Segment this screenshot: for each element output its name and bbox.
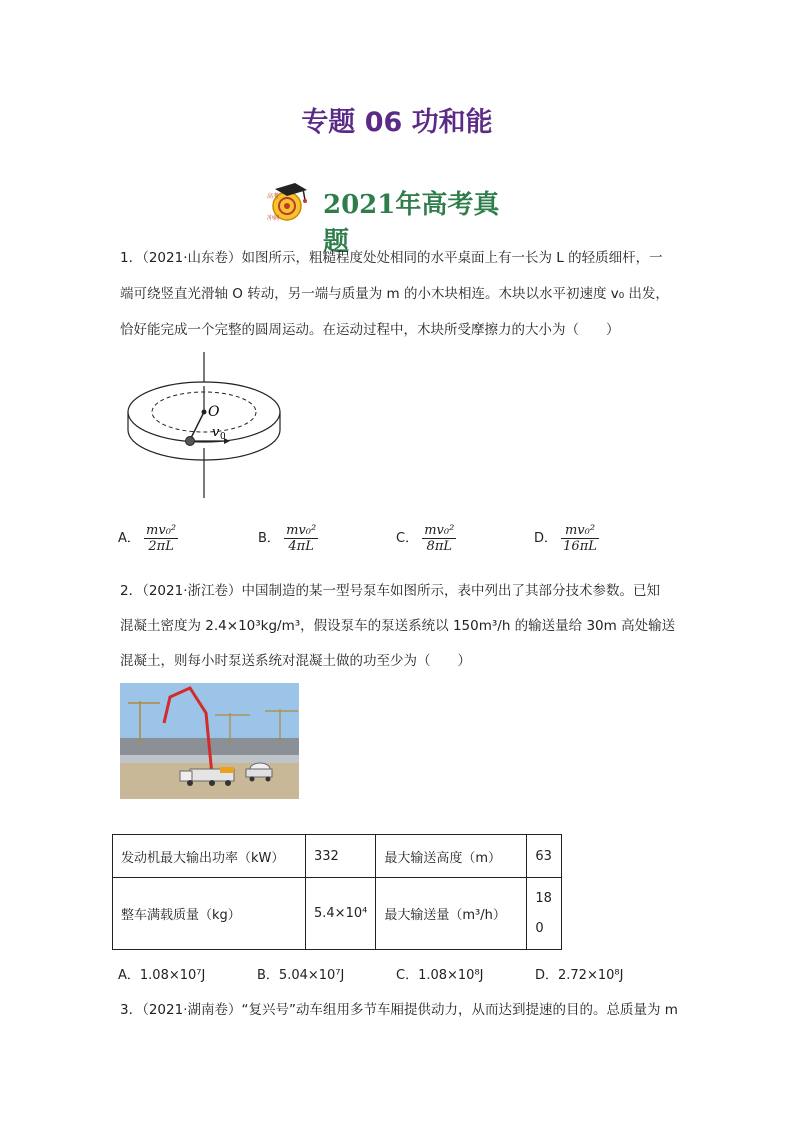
option-fraction bbox=[144, 523, 178, 554]
q1-option-d[interactable] bbox=[534, 523, 599, 554]
label-v: v bbox=[212, 425, 220, 440]
section-heading: 2021年高考真题 bbox=[323, 190, 500, 257]
numerator: mv₀² bbox=[561, 523, 599, 539]
q2-option-b[interactable]: B．5.04×10⁷J bbox=[257, 968, 345, 983]
numerator: mv₀² bbox=[286, 523, 317, 538]
q2-option-a[interactable]: A．1.08×10⁷J bbox=[118, 968, 206, 983]
question-2 bbox=[120, 581, 680, 686]
option-fraction bbox=[284, 523, 318, 554]
table-cell bbox=[527, 878, 562, 950]
table-cell: 整车满载质量（kg） bbox=[113, 878, 306, 950]
q2-option-d[interactable]: D．2.72×10⁸J bbox=[535, 968, 624, 983]
q1-option-c[interactable] bbox=[396, 523, 456, 554]
option-letter: B． bbox=[258, 531, 280, 546]
option-letter: A． bbox=[118, 531, 140, 546]
table-cell: 63 bbox=[527, 835, 562, 878]
q2-line: 混凝土，则每小时泵送系统对混凝土做的功至少为（ ） bbox=[120, 653, 471, 669]
cell-line: 0 bbox=[535, 921, 544, 936]
option-fraction bbox=[422, 523, 456, 554]
numerator: mv₀² bbox=[424, 523, 455, 538]
question-1 bbox=[120, 248, 680, 356]
label-v-sub: 0 bbox=[220, 432, 226, 442]
q2-line: 2．（2021·浙江卷）中国制造的某一型号泵车如图所示，表中列出了其部分技术参数。已知 bbox=[120, 583, 660, 599]
option-letter: C． bbox=[396, 531, 419, 546]
section-banner bbox=[265, 180, 525, 257]
q2-line: 混凝土密度为 2.4×10³kg/m³，假设泵车的泵送系统以 150m³/h 的输送量给 30m 高处输送 bbox=[120, 618, 676, 634]
question-3 bbox=[120, 1000, 680, 1020]
q3-line: 3．（2021·湖南卷）“复兴号”动车组用多节车厢提供动力，从而达到提速的目的。总质量为 m bbox=[120, 1002, 678, 1018]
option-letter: D． bbox=[534, 531, 558, 546]
table-cell: 发动机最大输出功率（kW） bbox=[113, 835, 306, 878]
pump-truck-photo bbox=[120, 683, 299, 799]
svg-text:高考: 高考 bbox=[267, 193, 280, 200]
q1-option-a[interactable] bbox=[118, 523, 178, 554]
table-cell: 5.4×10⁴ bbox=[306, 878, 376, 950]
denominator: 16πL bbox=[563, 539, 597, 554]
numerator: mv₀² bbox=[146, 523, 177, 538]
scholar-mascot-icon bbox=[265, 180, 315, 224]
label-o: O bbox=[208, 404, 220, 420]
q2-option-c[interactable]: C．1.08×10⁸J bbox=[396, 968, 484, 983]
table-cell: 最大输送量（m³/h） bbox=[376, 878, 527, 950]
page-title: 专题 06 功和能 bbox=[301, 107, 493, 138]
q1-line: 端可绕竖直光滑轴 O 转动，另一端与质量为 m 的小木块相连。木块以水平初速度 v₀ 出发， bbox=[120, 286, 669, 302]
q1-line: 1．（2021·山东卷）如图所示，粗糙程度处处相同的水平桌面上有一长为 L 的轻质细杆，一 bbox=[120, 250, 663, 266]
denominator: 2πL bbox=[148, 539, 174, 554]
q1-line: 恰好能完成一个完整的圆周运动。在运动过程中，木块所受摩擦力的大小为（ ） bbox=[120, 322, 620, 338]
svg-text:冲刺: 冲刺 bbox=[267, 215, 280, 222]
table-cell: 最大输送高度（m） bbox=[376, 835, 527, 878]
q2-spec-table bbox=[112, 834, 562, 950]
option-fraction bbox=[561, 523, 599, 554]
denominator: 4πL bbox=[288, 539, 314, 554]
denominator: 8πL bbox=[426, 539, 452, 554]
q1-figure-rotating-rod bbox=[120, 352, 290, 502]
table-cell: 332 bbox=[306, 835, 376, 878]
q1-option-b[interactable] bbox=[258, 523, 318, 554]
cell-line: 18 bbox=[535, 891, 552, 906]
